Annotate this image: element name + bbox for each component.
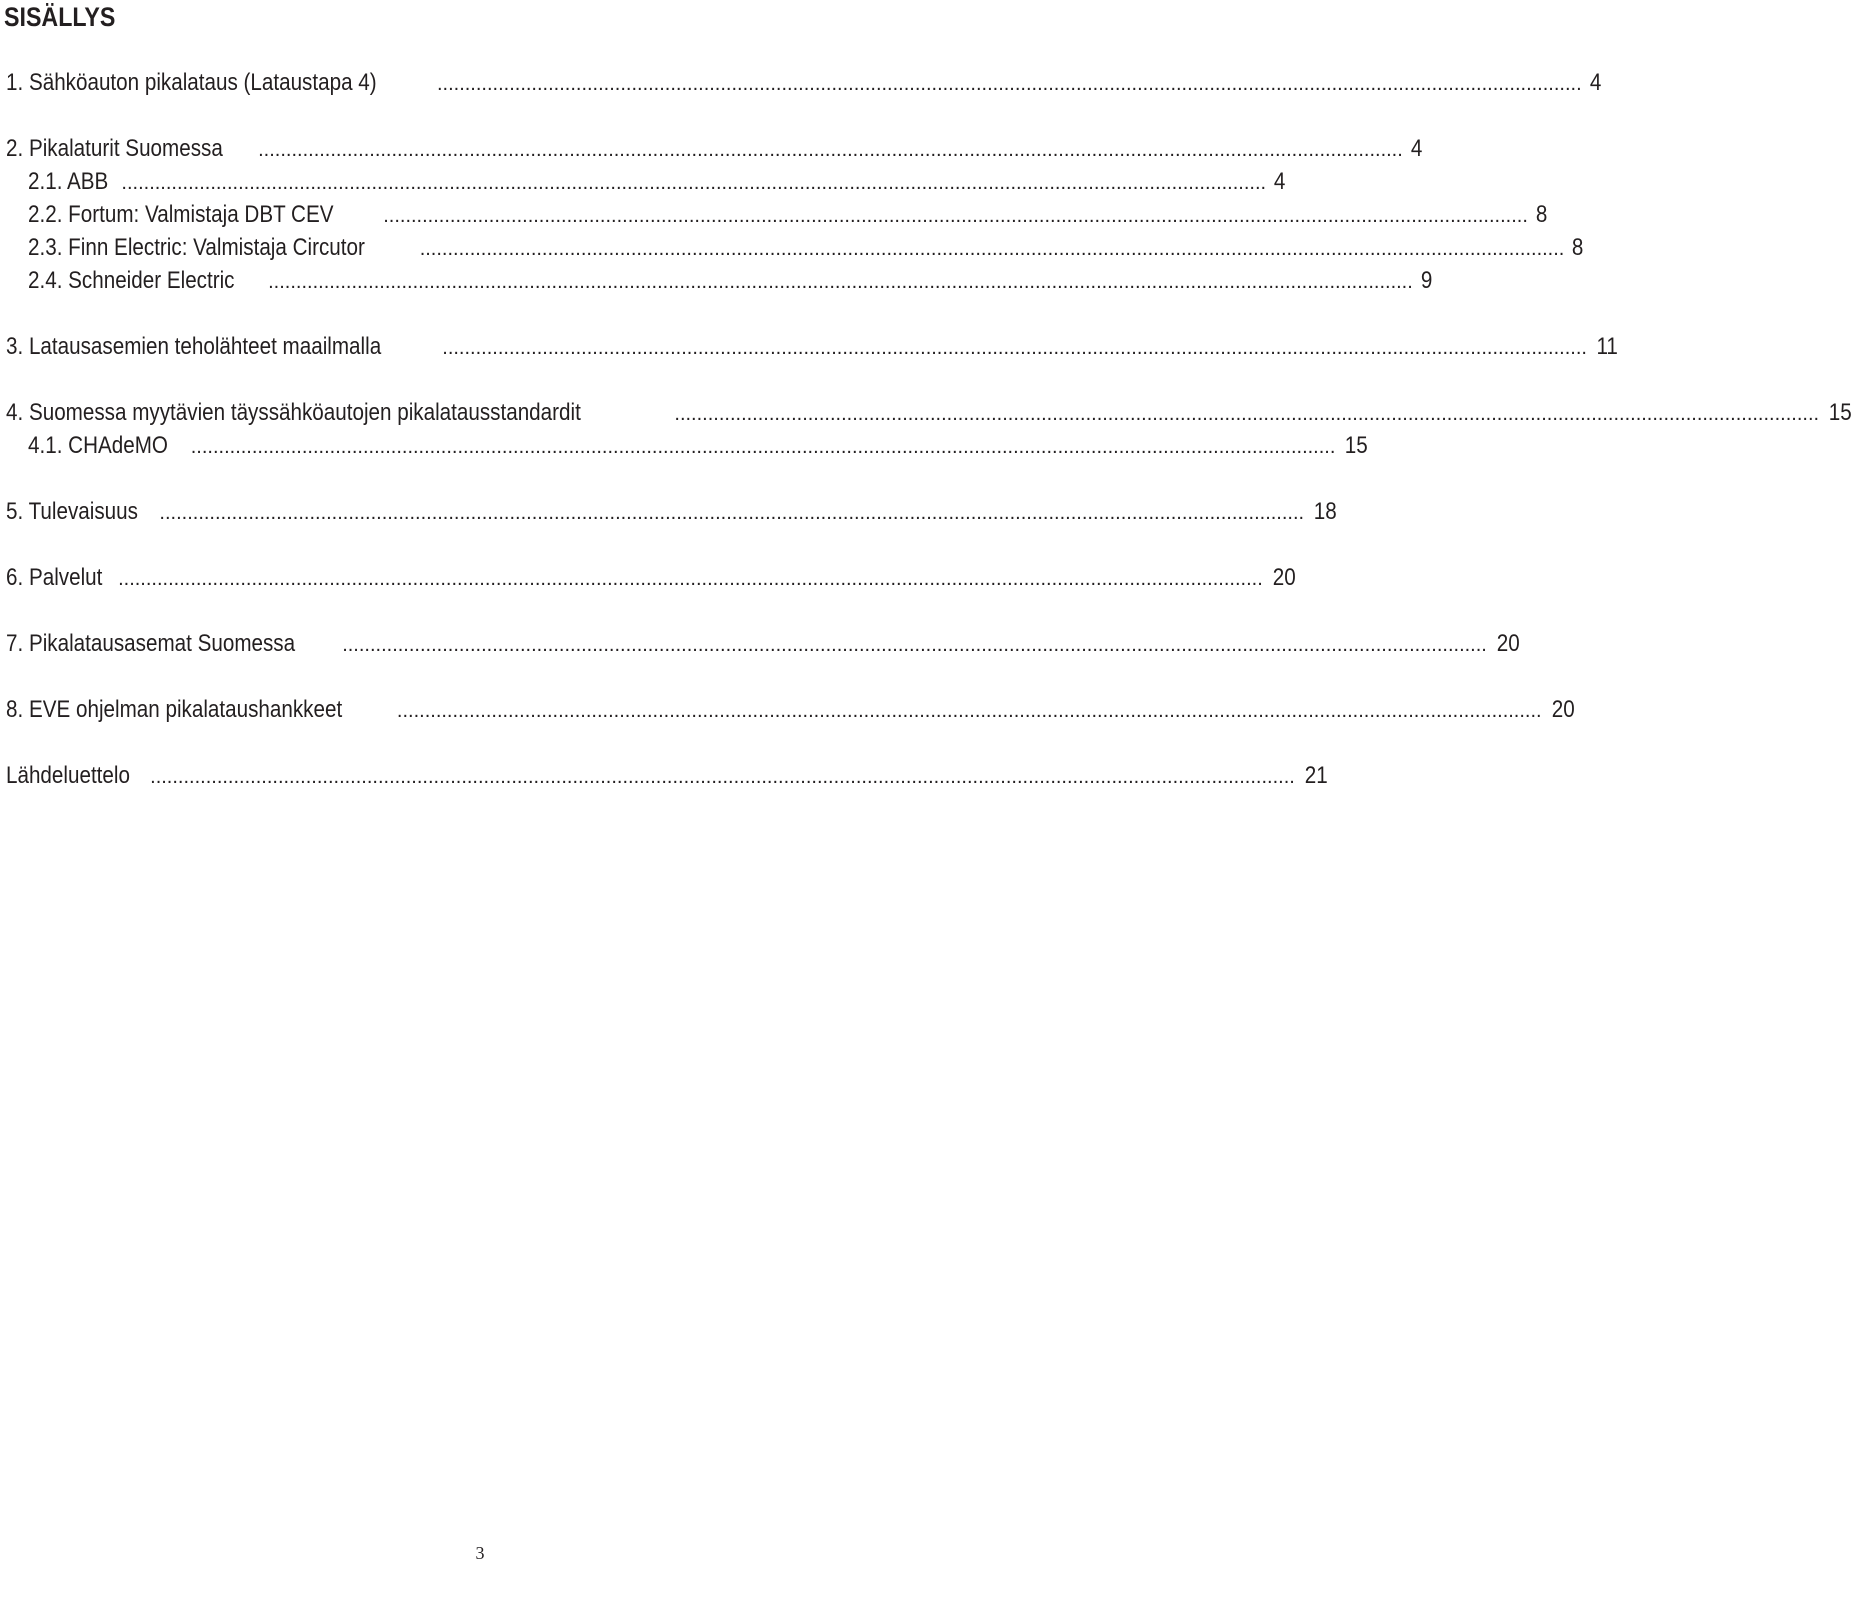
toc-entry-page: 21 bbox=[1304, 762, 1328, 789]
toc-leader-dots: .............................................................................................................................................................................................................. bbox=[159, 502, 1305, 524]
toc-entry-label: 2.1. ABB bbox=[28, 168, 109, 195]
toc-entry-page: 11 bbox=[1596, 333, 1618, 360]
toc-entry-page: 15 bbox=[1828, 399, 1852, 426]
toc-entry-label: 2.3. Finn Electric: Valmistaja Circutor bbox=[28, 234, 365, 261]
toc-leader-dots: .............................................................................................................................................................................................................. bbox=[342, 634, 1487, 656]
toc-entry-page: 15 bbox=[1345, 432, 1369, 459]
toc-leader-dots: .............................................................................................................................................................................................................. bbox=[674, 403, 1820, 425]
toc-leader-dots: .............................................................................................................................................................................................................. bbox=[419, 238, 1565, 260]
toc-entry-label: 3. Latausasemien teholähteet maailmalla bbox=[6, 333, 382, 360]
toc-entry-label: 5. Tulevaisuus bbox=[6, 498, 138, 525]
toc-entry-page: 20 bbox=[1551, 696, 1575, 723]
toc-entry-page: 4 bbox=[1273, 168, 1286, 195]
toc-entry[interactable] bbox=[28, 264, 1433, 296]
toc-entry-label: 1. Sähköauton pikalataus (Lataustapa 4) bbox=[6, 69, 377, 96]
toc-entry-label: 7. Pikalatausasemat Suomessa bbox=[6, 630, 296, 657]
toc-leader-dots: .............................................................................................................................................................................................................. bbox=[383, 205, 1528, 227]
toc-entry-page: 8 bbox=[1572, 234, 1584, 261]
toc-entry[interactable] bbox=[6, 561, 1296, 593]
toc-leader-dots: .............................................................................................................................................................................................................. bbox=[396, 700, 1542, 722]
page-title: SISÄLLYS bbox=[4, 2, 116, 32]
toc-entry-label: Lähdeluettelo bbox=[6, 762, 130, 789]
toc-entry[interactable] bbox=[6, 693, 1575, 725]
toc-entry-page: 20 bbox=[1272, 564, 1296, 591]
toc-leader-dots: .............................................................................................................................................................................................................. bbox=[436, 73, 1582, 95]
toc-leader-dots: .............................................................................................................................................................................................................. bbox=[118, 568, 1263, 590]
toc-entry[interactable] bbox=[6, 627, 1520, 659]
toc-entry-page: 20 bbox=[1496, 630, 1520, 657]
toc-entry-label: 8. EVE ohjelman pikalataushankkeet bbox=[6, 696, 343, 723]
toc-entry-page: 9 bbox=[1420, 267, 1433, 294]
toc-entry[interactable] bbox=[6, 330, 1618, 362]
toc-entry[interactable] bbox=[6, 66, 1601, 98]
toc-entry-page: 4 bbox=[1410, 135, 1423, 162]
toc-entry[interactable] bbox=[28, 165, 1286, 197]
toc-entry-label: 4. Suomessa myytävien täyssähköautojen pikalatausstandardit bbox=[6, 399, 581, 426]
toc-entry-page: 4 bbox=[1589, 69, 1601, 96]
toc-entry[interactable] bbox=[6, 132, 1423, 164]
toc-leader-dots: .............................................................................................................................................................................................................. bbox=[121, 172, 1267, 194]
toc-entry[interactable] bbox=[28, 231, 1584, 263]
toc-entry-page: 8 bbox=[1535, 201, 1548, 228]
toc-entry-label: 2.4. Schneider Electric bbox=[28, 267, 235, 294]
toc-leader-dots: .............................................................................................................................................................................................................. bbox=[150, 766, 1295, 788]
toc-entry-label: 6. Palvelut bbox=[6, 564, 103, 591]
page-number: 3 bbox=[475, 1543, 485, 1563]
toc-leader-dots: .............................................................................................................................................................................................................. bbox=[268, 271, 1413, 293]
toc-leader-dots: .............................................................................................................................................................................................................. bbox=[442, 337, 1587, 359]
toc-entry[interactable] bbox=[6, 396, 1852, 428]
toc-entry[interactable] bbox=[6, 495, 1337, 527]
toc-leader-dots: .............................................................................................................................................................................................................. bbox=[190, 436, 1336, 458]
toc-entry-label: 2.2. Fortum: Valmistaja DBT CEV bbox=[28, 201, 334, 228]
toc-entry[interactable] bbox=[28, 198, 1548, 230]
toc-entry-label: 2. Pikalaturit Suomessa bbox=[6, 135, 223, 162]
toc-entry-label: 4.1. CHAdeMO bbox=[28, 432, 168, 459]
toc-entry[interactable] bbox=[28, 429, 1369, 461]
toc-entry[interactable] bbox=[6, 759, 1328, 791]
toc-entry-page: 18 bbox=[1313, 498, 1337, 525]
toc-leader-dots: .............................................................................................................................................................................................................. bbox=[258, 139, 1403, 161]
